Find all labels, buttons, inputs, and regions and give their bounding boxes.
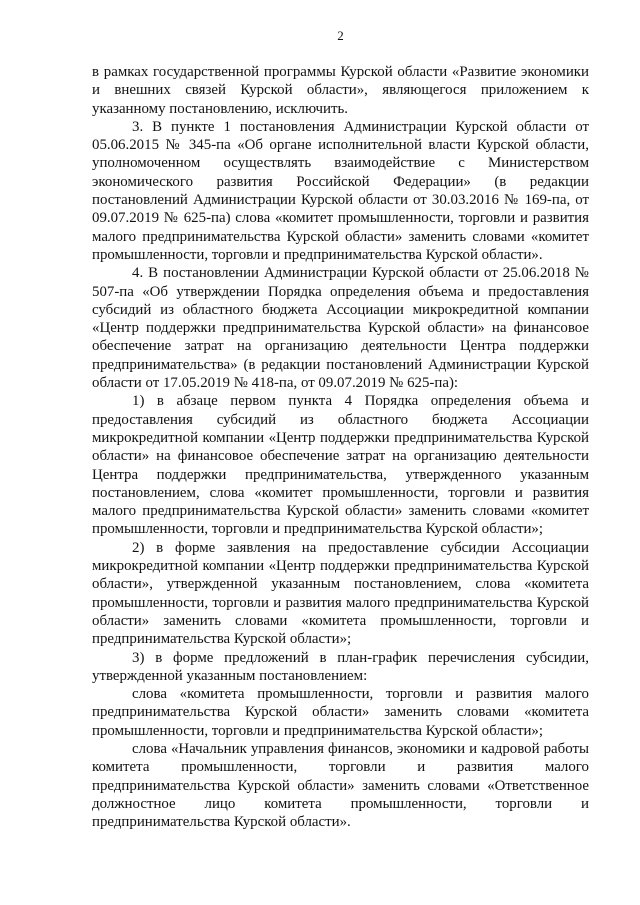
paragraph-continuation: в рамках государственной программы Курской области «Развитие экономики и внешних связей Курской области», являющегося приложением к указанному постановлению, исключить. — [92, 64, 589, 117]
paragraph-subitem-2: 2) в форме заявления на предоставление субсидии Ассоциации микрокредитной компании «Центр поддержки предпринимательства Курской области», утвержденной указанным постановлением, слова «комитета промышленности, торговли и развития малого предпринимательства Курской области» заменить словами «комитета промышленности, торговли и предпринимательства Курской области»; — [92, 539, 589, 648]
paragraph-subitem-3-words-2: слова «Начальник управления финансов, экономики и кадровой работы комитета промышленности, торговли и развития малого предпринимательства Курской области» заменить словами «Ответственное должностное лицо комитета промышленности, торговли и предпринимательства Курской области». — [92, 740, 589, 831]
paragraph-item-4: 4. В постановлении Администрации Курской области от 25.06.2018 № 507-па «Об утверждении Порядка определения объема и предоставления субсидий из областного бюджета Ассоциации микрокредитной компании «Центр поддержки предпринимательства Курской области» на финансовое обеспечение затрат на организацию деятельности Центра поддержки предпринимательства» (в редакции постановлений Администрации Курской области от 17.05.2019 № 418-па, от 09.07.2019 № 625-па): — [92, 265, 589, 392]
page-number: 2 — [337, 28, 344, 43]
paragraph-subitem-3-words-1: слова «комитета промышленности, торговли и развития малого предпринимательства Курской области» заменить словами «комитета промышленности, торговли и предпринимательства Курской области»; — [92, 686, 589, 739]
paragraph-subitem-3: 3) в форме предложений в план-график перечисления субсидии, утвержденной указанным постановлением: — [92, 649, 589, 684]
paragraph-item-3: 3. В пункте 1 постановления Администрации Курской области от 05.06.2015 № 345-па «Об органе исполнительной власти Курской области, уполномоченном осуществлять взаимодействие с Министерством экономического развития Российской Федерации» (в редакции постановлений Администрации Курской области от 30.03.2016 № 169-па, от 09.07.2019 № 625-па) слова «комитет промышленности, торговли и развития малого предпринимательства Курской области» заменить словами «комитет промышленности, торговли и предпринимательства Курской области». — [92, 118, 589, 263]
paragraph-subitem-1: 1) в абзаце первом пункта 4 Порядка определения объема и предоставления субсидий из областного бюджета Ассоциации микрокредитной компании «Центр поддержки предпринимательства Курской области» на финансовое обеспечение затрат на организацию деятельности Центра поддержки предпринимательства, утвержденного указанным постановлением, слова «комитет промышленности, торговли и развития малого предпринимательства Курской области» заменить словами «комитет промышленности, торговли и предпринимательства Курской области»; — [92, 393, 589, 538]
